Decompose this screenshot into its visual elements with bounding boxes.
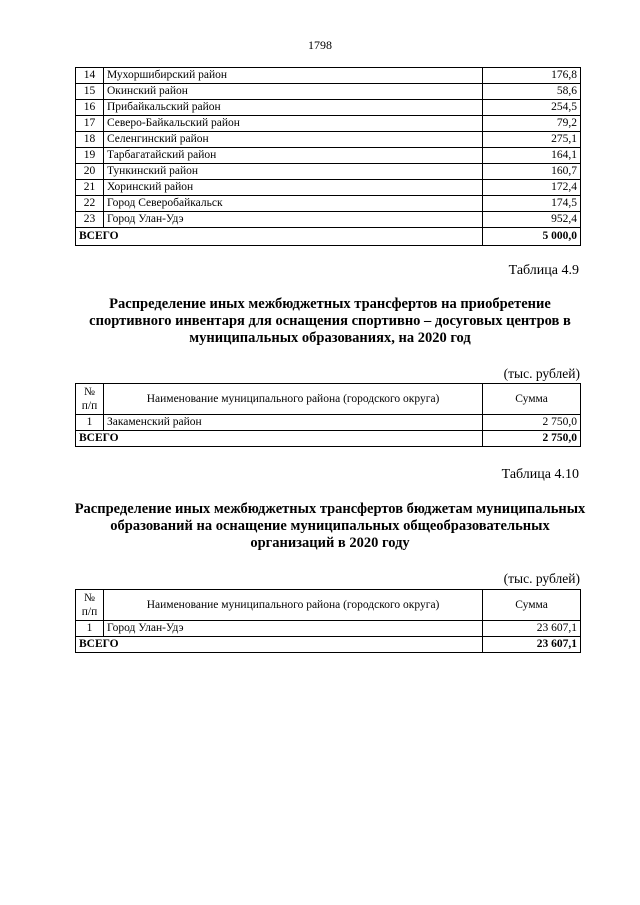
- header-num: № п/п: [76, 384, 104, 415]
- amount: 952,4: [483, 212, 581, 228]
- header-name: Наименование муниципального района (городского округа): [103, 590, 482, 621]
- amount: 23 607,1: [483, 621, 581, 637]
- total-value: 2 750,0: [483, 431, 581, 447]
- district-name: Северо-Байкальский район: [103, 116, 482, 132]
- table-row: [76, 68, 581, 84]
- amount: 275,1: [483, 132, 581, 148]
- total-row: [76, 637, 581, 653]
- district-name: Тункинский район: [103, 164, 482, 180]
- table-4-9-unit: (тыс. рублей): [503, 366, 580, 381]
- table-header-row: [76, 384, 581, 415]
- district-name: Прибайкальский район: [103, 100, 482, 116]
- table-row: [76, 621, 581, 637]
- total-value: 23 607,1: [483, 637, 581, 653]
- district-name: Мухоршибирский район: [103, 68, 482, 84]
- amount: 176,8: [483, 68, 581, 84]
- table-4-9-heading: Распределение иных межбюджетных трансфертов на приобретение спортивного инвентаря для оснащения спортивно – досуговых центров в муниципальных образованиях, на 2020 год: [89, 296, 571, 346]
- district-name: Хоринский район: [103, 180, 482, 196]
- table-4-9: [75, 383, 581, 447]
- table-row: [76, 180, 581, 196]
- table-row: [76, 132, 581, 148]
- table-row: [76, 148, 581, 164]
- table-4-9-caption: Таблица 4.9: [508, 263, 579, 278]
- row-number: 22: [76, 196, 104, 212]
- header-sum: Сумма: [483, 590, 581, 621]
- table-4-10: [75, 589, 581, 653]
- row-number: 23: [76, 212, 104, 228]
- table-row: [76, 116, 581, 132]
- district-name: Тарбагатайский район: [103, 148, 482, 164]
- table-row: [76, 100, 581, 116]
- amount: 160,7: [483, 164, 581, 180]
- table-4-10-caption: Таблица 4.10: [501, 467, 579, 482]
- district-name: Город Улан-Удэ: [103, 212, 482, 228]
- row-number: 19: [76, 148, 104, 164]
- table-4-10-heading: Распределение иных межбюджетных трансфертов бюджетам муниципальных образований на оснащение муниципальных общеобразовательных организаций в 2020 году: [74, 501, 586, 551]
- amount: 2 750,0: [483, 415, 581, 431]
- district-name: Город Улан-Удэ: [103, 621, 482, 637]
- row-number: 16: [76, 100, 104, 116]
- amount: 79,2: [483, 116, 581, 132]
- table-row: [76, 212, 581, 228]
- amount: 58,6: [483, 84, 581, 100]
- total-value: 5 000,0: [483, 228, 581, 246]
- total-label: ВСЕГО: [76, 431, 483, 447]
- row-number: 14: [76, 68, 104, 84]
- header-name: Наименование муниципального района (городского округа): [103, 384, 482, 415]
- total-label: ВСЕГО: [76, 637, 483, 653]
- table-header-row: [76, 590, 581, 621]
- total-row: [76, 228, 581, 246]
- table-row: [76, 196, 581, 212]
- row-number: 21: [76, 180, 104, 196]
- row-number: 20: [76, 164, 104, 180]
- row-number: 18: [76, 132, 104, 148]
- amount: 172,4: [483, 180, 581, 196]
- district-name: Селенгинский район: [103, 132, 482, 148]
- table-row: [76, 84, 581, 100]
- district-name: Окинский район: [103, 84, 482, 100]
- table-4-10-unit: (тыс. рублей): [503, 571, 580, 586]
- table-row: [76, 415, 581, 431]
- district-name: Город Северобайкальск: [103, 196, 482, 212]
- row-number: 1: [76, 415, 104, 431]
- amount: 174,5: [483, 196, 581, 212]
- amount: 254,5: [483, 100, 581, 116]
- row-number: 17: [76, 116, 104, 132]
- total-label: ВСЕГО: [76, 228, 483, 246]
- table-row: [76, 164, 581, 180]
- amount: 164,1: [483, 148, 581, 164]
- total-row: [76, 431, 581, 447]
- row-number: 1: [76, 621, 104, 637]
- row-number: 15: [76, 84, 104, 100]
- district-name: Закаменский район: [103, 415, 482, 431]
- header-sum: Сумма: [483, 384, 581, 415]
- table-4-8-continued: [75, 67, 581, 246]
- page-number: 1798: [308, 38, 332, 52]
- header-num: № п/п: [76, 590, 104, 621]
